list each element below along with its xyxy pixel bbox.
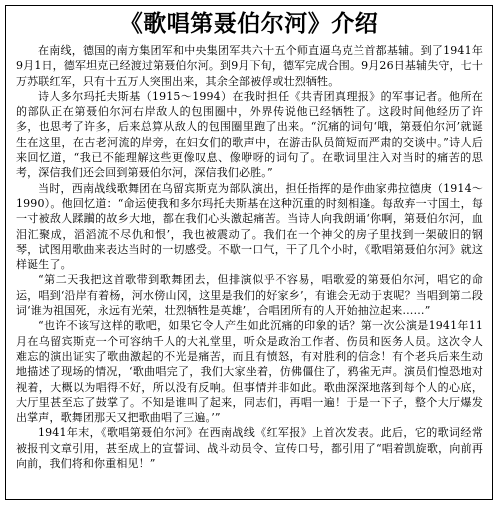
paragraph-2: 诗人多尔玛托夫斯基（1915～1994）在我时担任《共青团真理报》的军事记者。他所在的部队正在第聂伯尔河右岸敌人的包围圈中，外界传说他已经牺牲了。这段时间他经历了许多，也思考了许多，后来总算从敌人的包围圈里跑了出来。“沉痛的词句‘哦，第聂伯尔河’就诞生在这里，在古老河流的岸旁，在妇女们的歌声中，在游击队员简短而严肃的交谈中。”诗人后来回忆道，“我已不能理解这些更像叹息、像咿呀的词句了。在歌词里注入对当时的痛苦的思考，深信我们还会回到第聂伯尔河，深信我们必胜。” [16,89,483,180]
paragraph-3: 当时，西南战线歌舞团在乌留宾斯克为部队演出，担任指挥的是作曲家弗拉德庚（1914～1990）。他回忆道：“命运使我和多尔玛托夫斯基在这种沉重的时刻相逢。每敌弃一寸国土，每一寸被敌人蹂躏的故乡大地，都在我们心头激起痛苦。当诗人向我朗诵‘你啊，第聂伯尔河，血泪汇聚成，滔滔流不尽仇和恨’，我也被震动了。我们在一个神父的房子里找到一架破旧的钢琴，试图用歌曲来表达当时的一切感受。不歇一口气，干了几个小时，《歌唱第聂伯尔河》就这样诞生了。 [16,181,483,272]
document-page [5,5,493,500]
paragraph-6: 1941年末，《歌唱第聂伯尔河》在西南战线《红军报》上首次发表。此后，它的歌词经常被报刊文章引用，甚至成上的宣誓词、战斗动员令、宣传口号，都引用了“唱着凯旋歌，向前再向前，我们将和你重相见！” [16,426,483,471]
paragraph-1: 在南线，德国的南方集团军和中央集团军共六十五个师直逼乌克兰首都基辅。到了1941年9月1日，德军坦克已经渡过第聂伯尔河。到9月下旬，德军完成合围。9月26日基辅失守，七十万苏联红军，只有十五万人突围出来，其余全部被俘或壮烈牺牲。 [16,44,483,88]
document-body [6,40,492,471]
paragraph-5: “也许不该写这样的歌吧，如果它令人产生如此沉痛的印象的话？第一次公演是1941年11月在乌留宾斯克一个可容纳千人的大礼堂里，听众是政治工作者、伤员和医务人员。这次令人难忘的演出证实了歌曲激起的不光是痛苦，而且有愤怒，有对胜利的信念！有个老兵后来生动地描述了现场的情况，‘歌曲唱完了，我们大家坐着，仿佛僵住了，鸦雀无声。演员们惶恐地对视着，大概以为唱得不好，所以没有反响。但事情并非如此。歌曲深深地落到每个人的心底，大厅里甚至忘了鼓掌了。不知是谁叫了起来，同志们，再唱一遍！于是一下子，整个大厅爆发出掌声，歌舞团那天又把歌曲唱了三遍。’” [16,319,483,425]
paragraph-4: “第二天我把这首歌带到歌舞团去，但排演似乎不容易，唱歌爱的第聂伯尔河，唱它的命运，唱到‘沿岸有着杨，河水傍山冈，这里是我们的好家乡’，有谁会无动于衷呢？当唱到第二段词‘谁为祖国死，永远有光荣，壮烈牺牲是英雄’，合唱团所有的人开始抽泣起来……” [16,273,483,318]
document-title: 《歌唱第聂伯尔河》介绍 [119,11,379,37]
